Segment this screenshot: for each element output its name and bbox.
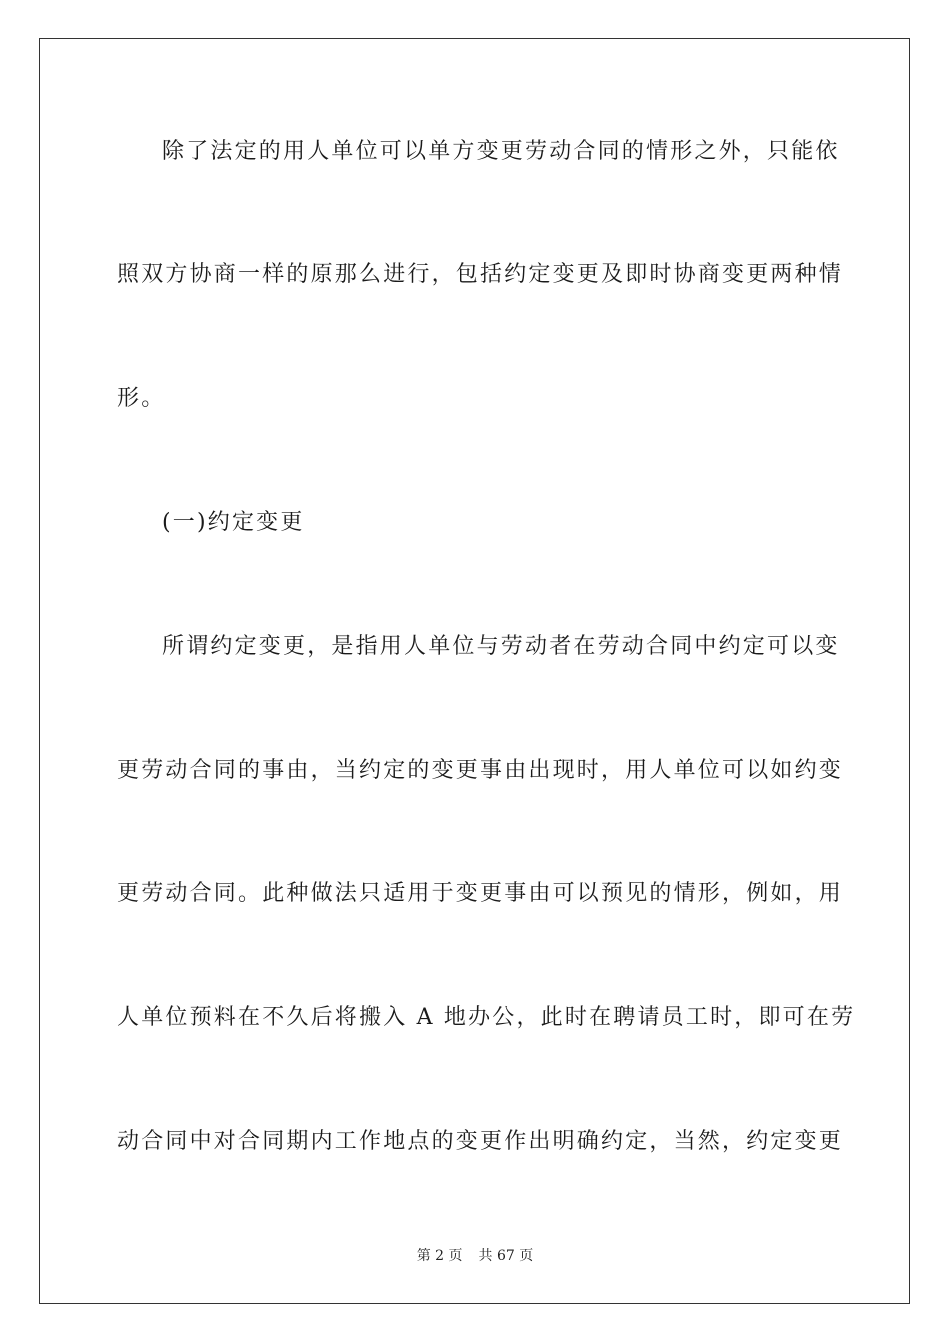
paragraph-line: 所谓约定变更，是指用人单位与劳动者在劳动合同中约定可以变 — [162, 634, 840, 659]
paragraph-line: 动合同中对合同期内工作地点的变更作出明确约定，当然，约定变更 — [117, 1129, 844, 1154]
paragraph-line: 更劳动合同的事由，当约定的变更事由出现时，用人单位可以如约变 — [117, 758, 844, 783]
section-heading: (一)约定变更 — [162, 510, 305, 535]
page-number: 第 2 页 — [416, 1248, 463, 1264]
page-total: 共 67 页 — [478, 1248, 534, 1264]
paragraph-line: 形。 — [117, 386, 166, 411]
paragraph-line: 人单位预料在不久后将搬入 A 地办公，此时在聘请员工时，即可在劳 — [117, 1005, 856, 1030]
paragraph-line: 照双方协商一样的原那么进行，包括约定变更及即时协商变更两种情 — [117, 262, 844, 287]
page-border — [39, 38, 910, 1304]
page-footer — [0, 1247, 950, 1265]
paragraph-line: 除了法定的用人单位可以单方变更劳动合同的情形之外，只能依 — [162, 139, 840, 164]
paragraph-line: 更劳动合同。此种做法只适用于变更事由可以预见的情形，例如，用 — [117, 881, 844, 906]
